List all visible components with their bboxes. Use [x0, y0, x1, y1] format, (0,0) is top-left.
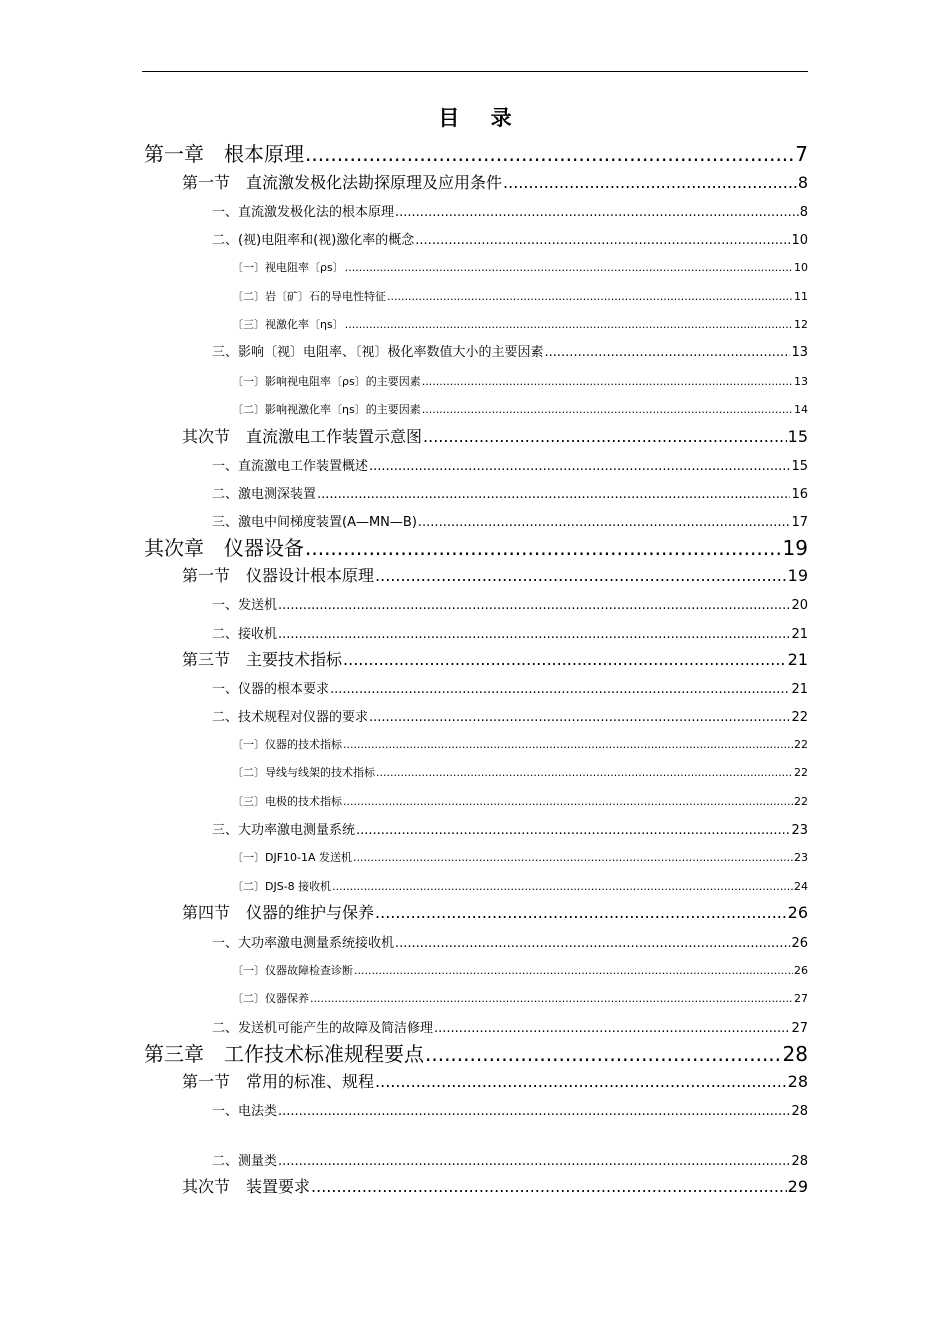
toc-entry-page: 27 — [794, 992, 808, 1005]
toc-entry-title: 二、激电测深装置 — [212, 487, 317, 502]
toc-entry-page: 10 — [794, 261, 808, 274]
toc-entry-title: 二、(视)电阻率和(视)激化率的概念 — [212, 233, 415, 248]
toc-entry-page: 27 — [791, 1021, 808, 1036]
toc-dot-leader — [422, 403, 793, 416]
toc-dot-leader — [418, 515, 791, 530]
toc-entry-page: 17 — [791, 515, 808, 530]
toc-dot-leader — [343, 650, 787, 669]
toc-entry-page: 16 — [791, 487, 808, 502]
toc-entry[interactable] — [212, 201, 808, 220]
toc-dot-leader — [425, 1042, 782, 1066]
toc-dot-leader — [354, 964, 793, 977]
toc-entry-title: 三、大功率激电测量系统 — [212, 823, 356, 838]
toc-dot-leader — [317, 487, 790, 502]
toc-entry[interactable] — [212, 483, 808, 502]
toc-entry-title: 〔一〕影响视电阻率〔ρs〕的主要因素 — [232, 375, 421, 388]
toc-entry-title: 一、发送机 — [212, 598, 278, 613]
toc-entry-page: 21 — [791, 682, 808, 697]
toc-entry[interactable] — [232, 288, 808, 304]
toc-entry[interactable] — [212, 1017, 808, 1036]
toc-dot-leader — [369, 710, 790, 725]
toc-entry-page: 8 — [797, 173, 808, 192]
toc-entry-page: 13 — [791, 345, 808, 360]
toc-entry[interactable] — [232, 849, 808, 865]
toc-dot-leader — [305, 536, 782, 560]
toc-entry-title: 三、激电中间梯度装置(A—MN—B) — [212, 515, 417, 530]
toc-entry-title: 〔一〕仪器故障检查诊断 — [232, 964, 353, 977]
toc-entry-page: 26 — [787, 903, 808, 922]
toc-entry[interactable] — [212, 678, 808, 697]
toc-entry[interactable] — [212, 1100, 808, 1119]
toc-dot-leader — [395, 205, 799, 220]
toc-entry[interactable] — [182, 424, 808, 447]
toc-entry-title: 〔二〕导线与线架的技术指标 — [232, 766, 375, 779]
toc-dot-leader — [369, 459, 790, 474]
toc-dot-leader — [278, 627, 790, 642]
toc-dot-leader — [376, 766, 793, 779]
toc-entry-page: 21 — [787, 650, 808, 669]
toc-entry-title: 〔三〕视激化率〔ηs〕 — [232, 318, 344, 331]
toc-entry[interactable] — [232, 316, 808, 332]
toc-entry[interactable] — [232, 259, 808, 275]
toc-entry-page: 10 — [791, 233, 808, 248]
toc-entry-page: 26 — [794, 964, 808, 977]
toc-dot-leader — [343, 795, 793, 808]
toc-dot-leader — [375, 566, 787, 585]
toc-entry[interactable] — [232, 962, 808, 978]
toc-dot-leader — [330, 682, 790, 697]
toc-entry-page: 24 — [794, 880, 808, 893]
toc-dot-leader — [387, 290, 793, 303]
toc-entry[interactable] — [212, 819, 808, 838]
toc-dot-leader — [423, 427, 787, 446]
toc-entry[interactable] — [212, 623, 808, 642]
toc-entry-page: 12 — [794, 318, 808, 331]
toc-entry-page: 28 — [787, 1072, 808, 1091]
toc-entry-title: 〔二〕岩〔矿〕石的导电性特征 — [232, 290, 386, 303]
toc-entry-title: 二、技术规程对仪器的要求 — [212, 710, 369, 725]
toc-entry-title: 二、发送机可能产生的故障及简洁修理 — [212, 1021, 434, 1036]
toc-entry[interactable] — [212, 341, 808, 360]
toc-entry-title: 第一章 根本原理 — [144, 142, 304, 166]
toc-entry-title: 第四节 仪器的维护与保养 — [182, 903, 375, 922]
page-title: 目 录 — [438, 106, 524, 130]
toc-entry[interactable] — [182, 170, 808, 193]
toc-entry-title: 二、测量类 — [212, 1154, 278, 1169]
toc-entry-page: 15 — [787, 427, 808, 446]
toc-entry-page: 22 — [794, 738, 808, 751]
toc-dot-leader — [353, 851, 793, 864]
toc-entry-title: 三、影响〔视〕电阻率、〔视〕极化率数值大小的主要因素 — [212, 345, 544, 360]
toc-entry-page: 11 — [794, 290, 808, 303]
toc-entry-title: 其次章 仪器设备 — [144, 536, 304, 560]
toc-entry-page: 8 — [799, 205, 808, 220]
toc-entry[interactable] — [212, 229, 808, 248]
toc-entry-page: 13 — [794, 375, 808, 388]
toc-entry-page: 26 — [791, 936, 808, 951]
toc-entry-title: 第一节 常用的标准、规程 — [182, 1072, 375, 1091]
toc-entry-title: 第一节 直流激发极化法勘探原理及应用条件 — [182, 173, 503, 192]
toc-entry-page: 22 — [794, 795, 808, 808]
toc-dot-leader — [305, 142, 794, 166]
toc-entry[interactable] — [182, 563, 808, 586]
toc-entry-page: 22 — [791, 710, 808, 725]
toc-entry-title: 一、直流激发极化法的根本原理 — [212, 205, 395, 220]
toc-entry-title: 〔二〕仪器保养 — [232, 992, 309, 1005]
toc-entry[interactable] — [232, 793, 808, 809]
toc-entry[interactable] — [212, 594, 808, 613]
toc-entry-title: 一、仪器的根本要求 — [212, 682, 330, 697]
toc-entry[interactable] — [212, 932, 808, 951]
toc-entry[interactable] — [212, 706, 808, 725]
toc-entry-title: 一、大功率激电测量系统接收机 — [212, 936, 395, 951]
toc-dot-leader — [503, 173, 797, 192]
toc-entry[interactable] — [232, 878, 808, 894]
toc-entry-page: 15 — [791, 459, 808, 474]
toc-entry[interactable] — [212, 511, 808, 530]
toc-entry-title: 第一节 仪器设计根本原理 — [182, 566, 375, 585]
toc-entry-page: 14 — [794, 403, 808, 416]
toc-entry-title: 其次节 装置要求 — [182, 1177, 311, 1196]
toc-entry-title: 二、接收机 — [212, 627, 278, 642]
toc-entry-page: 22 — [794, 766, 808, 779]
toc-entry-title: 〔二〕影响视激化率〔ηs〕的主要因素 — [232, 403, 421, 416]
toc-entry-page: 28 — [782, 1042, 808, 1066]
toc-entry[interactable] — [232, 990, 808, 1006]
toc-dot-leader — [278, 598, 790, 613]
toc-entry-title: 一、直流激电工作装置概述 — [212, 459, 369, 474]
toc-entry-page: 20 — [791, 598, 808, 613]
toc-dot-leader — [375, 1072, 787, 1091]
toc-dot-leader — [345, 261, 793, 274]
toc-entry-page: 28 — [791, 1154, 808, 1169]
toc-dot-leader — [395, 936, 790, 951]
toc-entry-title: 〔三〕电极的技术指标 — [232, 795, 342, 808]
toc-entry[interactable] — [182, 1174, 808, 1197]
toc-entry-page: 28 — [791, 1104, 808, 1119]
toc-entry-title: 第三章 工作技术标准规程要点 — [144, 1042, 424, 1066]
toc-dot-leader — [345, 318, 793, 331]
toc-entry-title: 〔二〕DJS-8 接收机 — [232, 880, 332, 893]
toc-dot-leader — [310, 992, 793, 1005]
toc-entry-title: 其次节 直流激电工作装置示意图 — [182, 427, 423, 446]
toc-entry-page: 19 — [782, 536, 808, 560]
header-rule — [142, 71, 808, 72]
toc-dot-leader — [343, 738, 793, 751]
toc-entry[interactable] — [232, 373, 808, 389]
toc-dot-leader — [332, 880, 793, 893]
toc-entry-title: 一、电法类 — [212, 1104, 278, 1119]
toc-entry[interactable] — [182, 647, 808, 670]
toc-dot-leader — [278, 1104, 790, 1119]
toc-entry[interactable] — [212, 1150, 808, 1169]
toc-dot-leader — [434, 1021, 790, 1036]
toc-entry-title: 第三节 主要技术指标 — [182, 650, 343, 669]
toc-entry-page: 21 — [791, 627, 808, 642]
toc-dot-leader — [278, 1154, 790, 1169]
toc-entry[interactable] — [232, 401, 808, 417]
toc-entry-title: 〔一〕仪器的技术指标 — [232, 738, 342, 751]
toc-entry[interactable] — [182, 900, 808, 923]
toc-entry[interactable] — [144, 532, 808, 561]
toc-entry-page: 23 — [791, 823, 808, 838]
toc-entry[interactable] — [232, 736, 808, 752]
toc-entry-page: 23 — [794, 851, 808, 864]
toc-entry[interactable] — [144, 138, 808, 167]
toc-entry[interactable] — [182, 1069, 808, 1092]
toc-entry-title: 〔一〕视电阻率〔ρs〕 — [232, 261, 344, 274]
toc-dot-leader — [356, 823, 790, 838]
toc-entry[interactable] — [212, 455, 808, 474]
toc-dot-leader — [545, 345, 791, 360]
toc-entry[interactable] — [144, 1038, 808, 1067]
toc-entry-page: 19 — [787, 566, 808, 585]
toc-dot-leader — [415, 233, 790, 248]
toc-dot-leader — [422, 375, 793, 388]
toc-dot-leader — [311, 1177, 787, 1196]
toc-dot-leader — [375, 903, 787, 922]
toc-entry-page: 29 — [787, 1177, 808, 1196]
toc-entry-title: 〔一〕DJF10-1A 发送机 — [232, 851, 353, 864]
toc-entry[interactable] — [232, 764, 808, 780]
toc-entry-page: 7 — [795, 142, 808, 166]
